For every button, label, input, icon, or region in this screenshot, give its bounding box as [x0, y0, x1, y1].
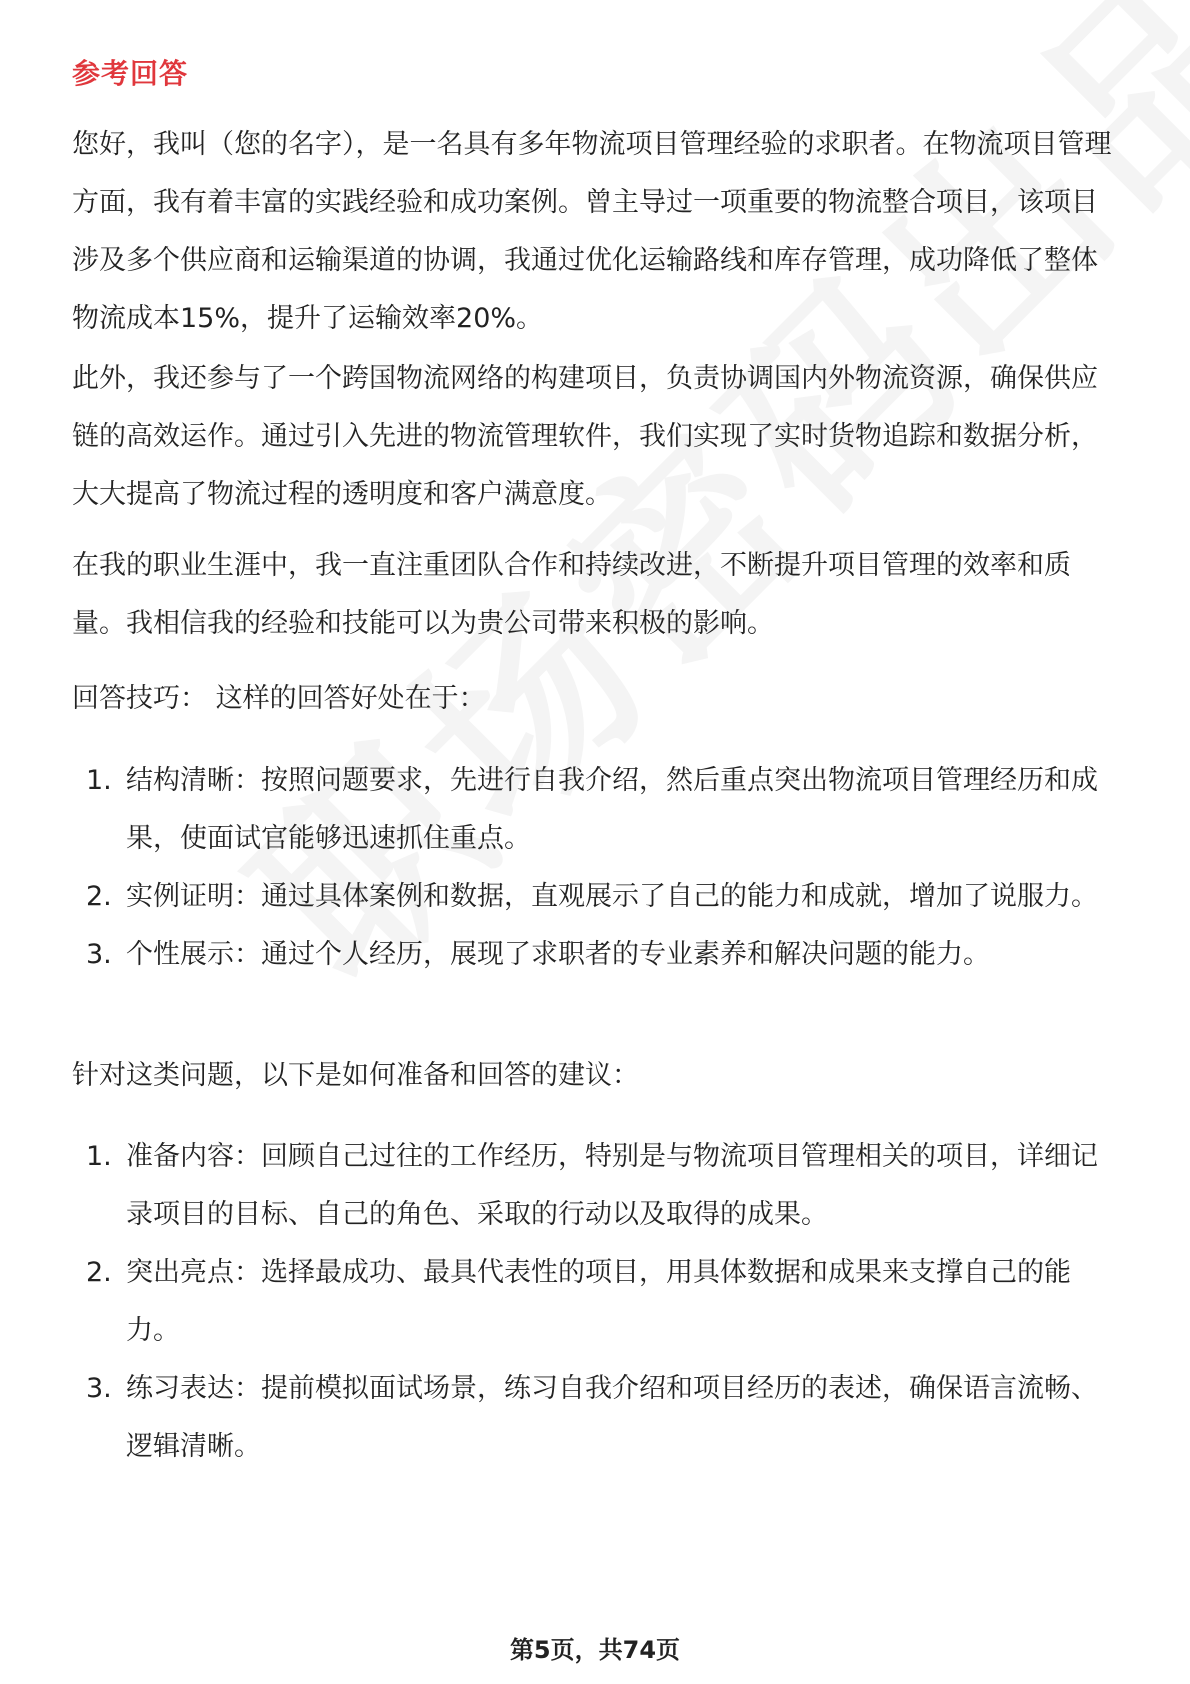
list-item [72, 926, 1122, 984]
section-title: 参考回答 [72, 57, 189, 90]
paragraph-career: 在我的职业生涯中，我一直注重团队合作和持续改进，不断提升项目管理的效率和质量。我相信我的经验和技能可以为贵公司带来积极的影响。 [72, 550, 1071, 639]
list-item [72, 1360, 1122, 1476]
list-item-number: 1. [86, 765, 112, 796]
paragraph-advice-intro: 针对这类问题，以下是如何准备和回答的建议： [72, 1060, 639, 1091]
page-footer: 第5页，共74页 [509, 1636, 681, 1664]
list-item-number: 2. [86, 1257, 112, 1288]
paragraph-tips-heading: 回答技巧： 这样的回答好处在于： [72, 683, 486, 714]
list-item-text: 练习表达：提前模拟面试场景，练习自我介绍和项目经历的表述，确保语言流畅、逻辑清晰。 [126, 1373, 1098, 1462]
list-item-text: 突出亮点：选择最成功、最具代表性的项目，用具体数据和成果来支撑自己的能力。 [126, 1257, 1071, 1346]
list-item-number: 2. [86, 881, 112, 912]
list-item-text: 准备内容：回顾自己过往的工作经历，特别是与物流项目管理相关的项目，详细记录项目的目标、自己的角色、采取的行动以及取得的成果。 [126, 1141, 1098, 1230]
list-item-number: 3. [86, 1373, 112, 1404]
list-item-text: 实例证明：通过具体案例和数据，直观展示了自己的能力和成就，增加了说服力。 [126, 881, 1098, 912]
list-item-number: 1. [86, 1141, 112, 1172]
list-item-text: 结构清晰：按照问题要求，先进行自我介绍，然后重点突出物流项目管理经历和成果，使面试官能够迅速抓住重点。 [126, 765, 1098, 854]
advice-list [72, 1128, 1122, 1476]
list-item [72, 868, 1122, 926]
paragraph-experience: 此外，我还参与了一个跨国物流网络的构建项目，负责协调国内外物流资源，确保供应链的高效运作。通过引入先进的物流管理软件，我们实现了实时货物追踪和数据分析，大大提高了物流过程的透明度和客户满意度。 [72, 363, 1098, 510]
list-item [72, 1128, 1122, 1244]
tips-list [72, 752, 1122, 984]
list-item-text: 个性展示：通过个人经历，展现了求职者的专业素养和解决问题的能力。 [126, 939, 990, 970]
list-item [72, 752, 1122, 868]
paragraph-intro: 您好，我叫（您的名字），是一名具有多年物流项目管理经验的求职者。在物流项目管理方面，我有着丰富的实践经验和成功案例。曾主导过一项重要的物流整合项目，该项目涉及多个供应商和运输渠道的协调，我通过优化运输路线和库存管理，成功降低了整体物流成本15%，提升了运输效率20%。 [72, 129, 1112, 334]
list-item-number: 3. [86, 939, 112, 970]
list-item [72, 1244, 1122, 1360]
